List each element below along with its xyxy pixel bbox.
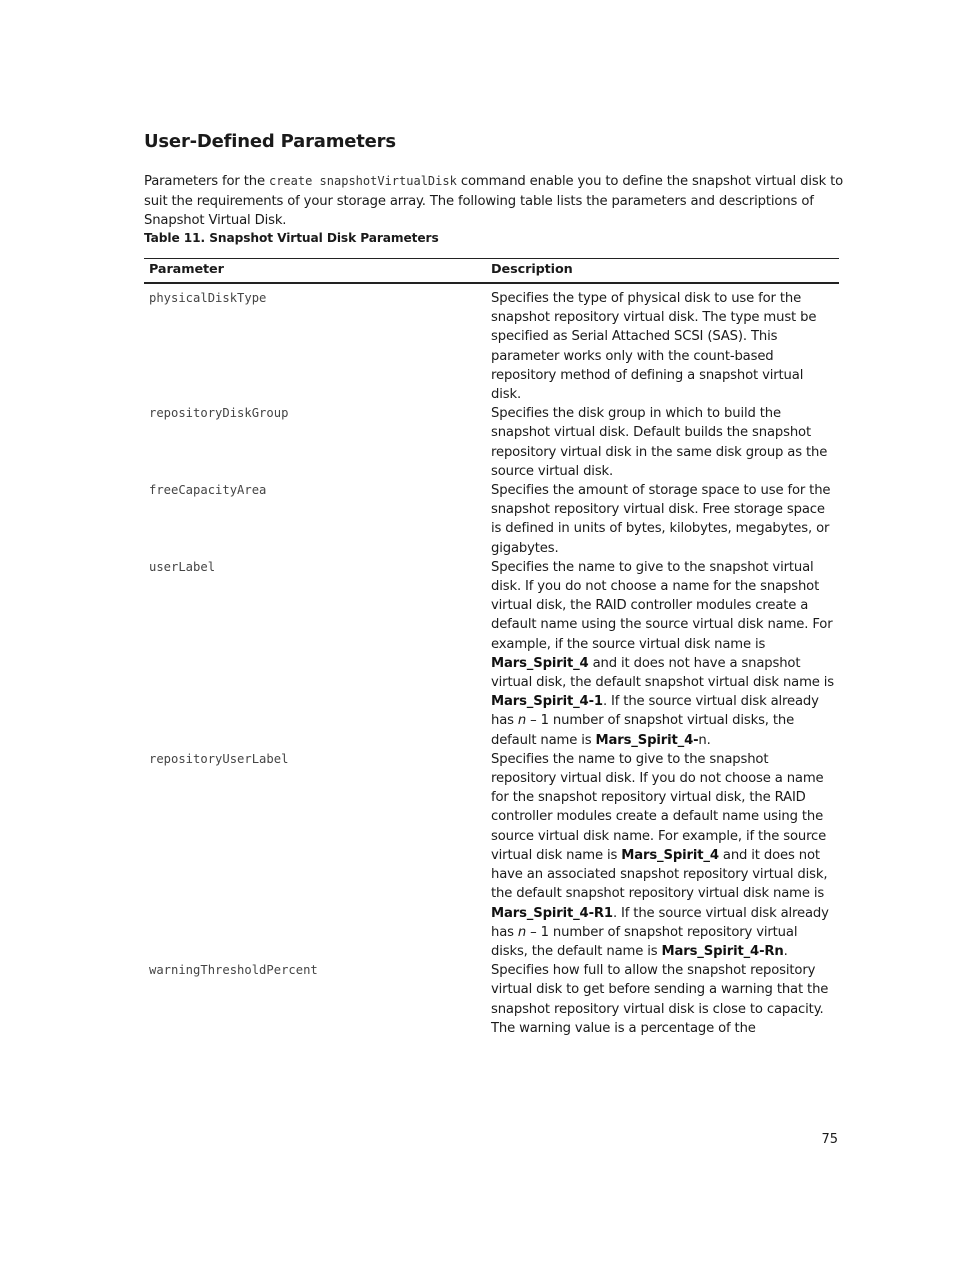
table-header-row	[144, 259, 839, 284]
intro-text-pre: Parameters for the	[144, 174, 269, 189]
table-row	[144, 750, 839, 961]
table-row	[144, 481, 839, 558]
param-name: repositoryDiskGroup	[149, 406, 289, 421]
desc-text: and it does not have an associated snapshot repository virtual disk, the default snapshot repository virtual disk name is	[491, 847, 828, 902]
intro-text-post: command enable you to define the snapshot virtual disk to suit the requirements of your storage array. The following table lists the parameters and descriptions of Snapshot Virtual Disk.	[144, 174, 844, 228]
desc-italic-var: n	[517, 713, 527, 729]
table-row	[144, 558, 839, 750]
description-cell: Specifies the disk group in which to build the snapshot virtual disk. Default builds the snapshot repository virtual disk in the same disk group as the source virtual disk.	[491, 406, 828, 479]
param-name: warningThresholdPercent	[149, 963, 318, 978]
page-number: 75	[821, 1132, 838, 1147]
desc-bold-name: Mars_Spirit_4	[621, 847, 719, 863]
table-caption: Table 11. Snapshot Virtual Disk Parameters	[144, 231, 439, 245]
desc-bold-name: Mars_Spirit_4-Rn	[661, 943, 784, 959]
desc-bold-name: Mars_Spirit_4-R1	[491, 905, 613, 921]
parameters-table	[144, 258, 839, 1038]
param-cell	[144, 404, 486, 481]
desc-text: – 1 number of snapshot virtual disks, the default name is	[491, 713, 795, 748]
intro-paragraph	[144, 172, 844, 231]
param-cell	[144, 558, 486, 750]
desc-bold-name: Mars_Spirit_4-1	[491, 694, 603, 710]
section-heading: User-Defined Parameters	[144, 131, 396, 152]
table-row	[144, 404, 839, 481]
desc-text: Specifies the name to give to the snapshot repository virtual disk. If you do not choose a name for the snapshot repository virtual disk, the RAID controller modules create a default name using the source virtual disk name. For example, if the source virtual disk name is	[491, 751, 827, 863]
param-name: repositoryUserLabel	[149, 751, 289, 766]
description-cell: Specifies the amount of storage space to use for the snapshot repository virtual disk. Free storage space is defined in units of bytes, kilobytes, megabytes, or gigabytes.	[491, 483, 831, 556]
description-cell: Specifies the type of physical disk to use for the snapshot repository virtual disk. The type must be specified as Serial Attached SCSI (SAS). This parameter works only with the count-based repository method of defining a snapshot virtual disk.	[491, 291, 817, 403]
desc-text: – 1 number of snapshot repository virtual disks, the default name is	[491, 924, 798, 959]
desc-text: n.	[698, 732, 711, 748]
table-row	[144, 283, 839, 404]
desc-bold-name: Mars_Spirit_4	[491, 655, 589, 671]
intro-command-code: create snapshotVirtualDisk	[268, 174, 457, 188]
desc-bold-name: Mars_Spirit_4-	[595, 732, 699, 748]
param-cell	[144, 961, 486, 1038]
desc-text: .	[783, 943, 788, 959]
param-name: userLabel	[149, 559, 216, 574]
description-cell: Specifies how full to allow the snapshot repository virtual disk to get before sending a warning that the snapshot repository virtual disk is close to capacity. The warning value is a percentage of the	[491, 963, 829, 1036]
param-cell	[144, 283, 486, 404]
header-description: Description	[486, 259, 839, 284]
desc-text: and it does not have a snapshot virtual disk, the default snapshot virtual disk name is	[491, 655, 835, 691]
description-cell	[486, 750, 839, 961]
param-cell	[144, 750, 486, 961]
desc-text: . If the source virtual disk already has	[491, 694, 819, 729]
table-row	[144, 961, 839, 1038]
param-cell	[144, 481, 486, 558]
param-name: freeCapacityArea	[149, 483, 267, 498]
header-parameter: Parameter	[144, 259, 486, 284]
param-name: physicalDiskType	[149, 291, 267, 305]
description-cell	[486, 558, 839, 750]
desc-italic-var: n	[517, 924, 527, 940]
desc-text: . If the source virtual disk already has	[491, 905, 829, 940]
desc-text: Specifies the name to give to the snapshot virtual disk. If you do not choose a name for the snapshot virtual disk, the RAID controller modules create a default name using the source virtual disk name. For example, if the source virtual disk name is	[491, 559, 833, 652]
